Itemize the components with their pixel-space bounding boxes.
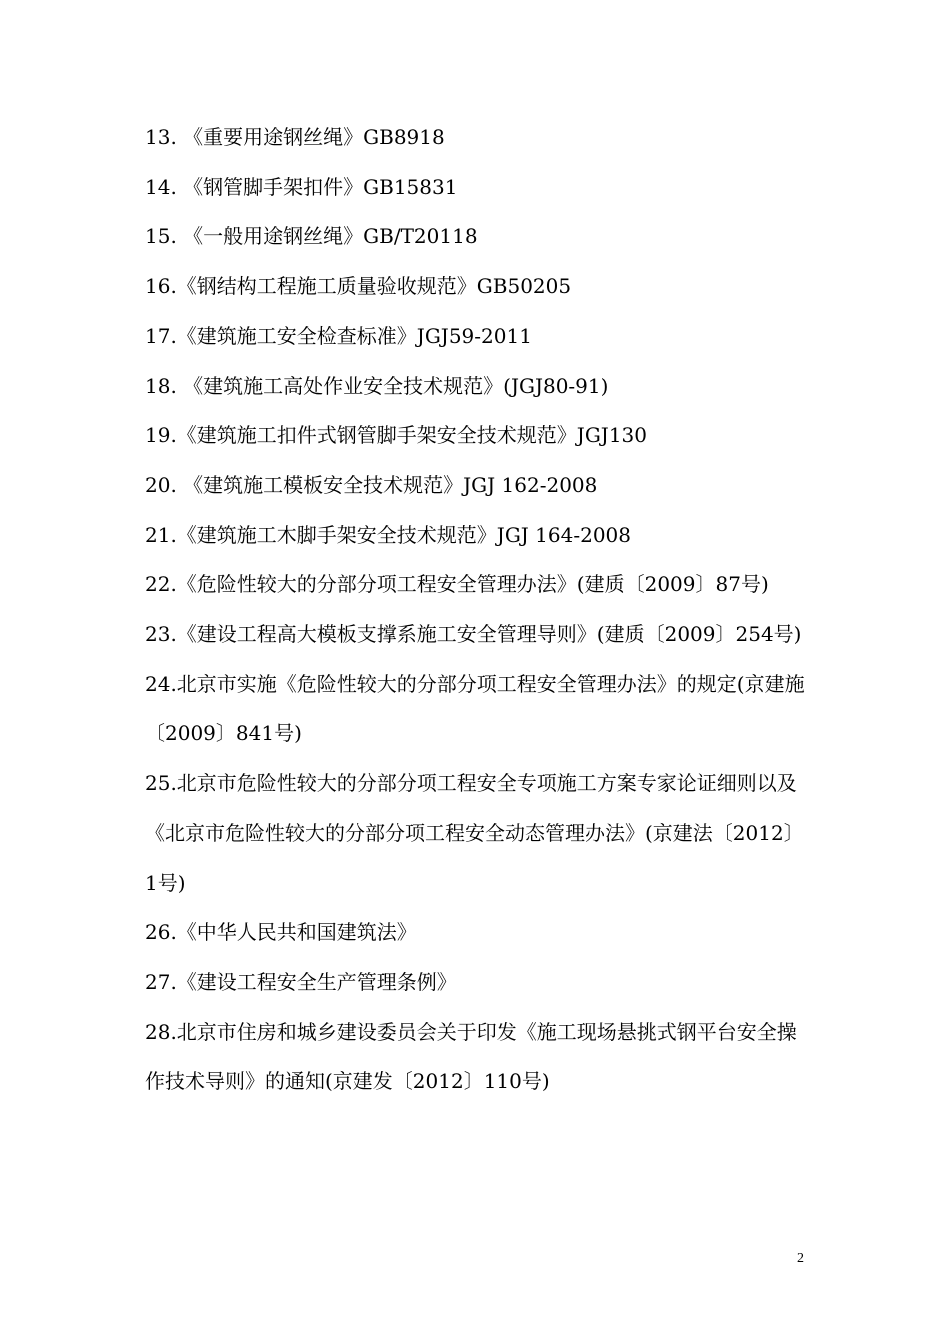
list-item: 15. 《一般用途钢丝绳》GB/T20118 xyxy=(145,224,478,249)
list-item: 22.《危险性较大的分部分项工程安全管理办法》(建质〔2009〕87号) xyxy=(145,572,769,597)
list-item: 23.《建设工程高大模板支撑系施工安全管理导则》(建质〔2009〕254号) xyxy=(145,622,802,647)
list-item: 17.《建筑施工安全检查标准》JGJ59-2011 xyxy=(145,323,532,348)
list-item: 16.《钢结构工程施工质量验收规范》GB50205 xyxy=(145,274,572,299)
list-item: 27.《建设工程安全生产管理条例》 xyxy=(145,969,457,994)
page-number: 2 xyxy=(797,1251,804,1266)
list-item: 25.北京市危险性较大的分部分项工程安全专项施工方案专家论证细则以及《北京市危险性较大的分部分项工程安全动态管理办法》(京建法〔2012〕1号) xyxy=(145,771,804,895)
list-item: 20. 《建筑施工模板安全技术规范》JGJ 162-2008 xyxy=(145,472,598,497)
list-item: 13. 《重要用途钢丝绳》GB8918 xyxy=(145,125,445,149)
list-item: 14. 《钢管脚手架扣件》GB15831 xyxy=(145,174,458,199)
list-item: 28.北京市住房和城乡建设委员会关于印发《施工现场悬挑式钢平台安全操作技术导则》的通知(京建发〔2012〕110号) xyxy=(145,1019,797,1094)
list-item: 21.《建筑施工木脚手架安全技术规范》JGJ 164-2008 xyxy=(145,522,632,547)
list-item: 24.北京市实施《危险性较大的分部分项工程安全管理办法》的规定(京建施〔2009〕841号) xyxy=(145,671,805,746)
reference-list xyxy=(145,113,810,1107)
list-item: 18. 《建筑施工高处作业安全技术规范》(JGJ80-91) xyxy=(145,373,609,398)
list-item: 26.《中华人民共和国建筑法》 xyxy=(145,920,417,945)
list-item: 19.《建筑施工扣件式钢管脚手架安全技术规范》JGJ130 xyxy=(145,423,647,448)
